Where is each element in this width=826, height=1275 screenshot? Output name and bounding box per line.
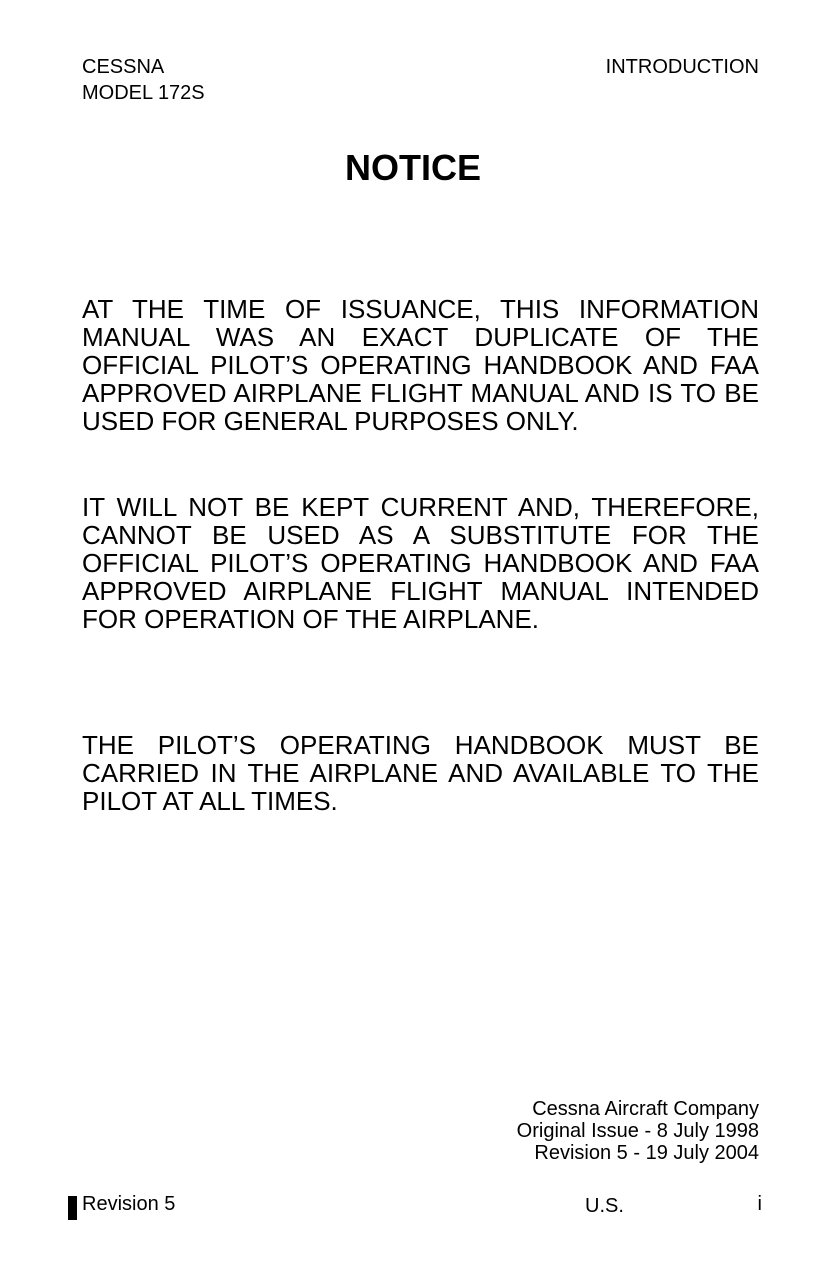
footer-region: U.S. <box>585 1195 624 1217</box>
header-manufacturer: CESSNA <box>82 56 165 78</box>
footer-page-number: i <box>757 1193 762 1215</box>
issue-company: Cessna Aircraft Company <box>532 1098 759 1120</box>
page-title: NOTICE <box>344 147 481 188</box>
header-left <box>82 54 205 106</box>
footer-revision: Revision 5 <box>82 1193 176 1215</box>
issue-info <box>517 1098 759 1164</box>
notice-paragraph-carry-handbook: THE PILOT’S OPERATING HANDBOOK MUST BE CARRIED IN THE AIRPLANE AND AVAILABLE TO THE PILOT AT ALL TIMES. <box>82 730 759 816</box>
header-model: MODEL 172S <box>82 82 205 104</box>
revision-change-bar <box>68 1196 77 1220</box>
header-section-title: INTRODUCTION <box>605 56 759 78</box>
issue-revision-date: Revision 5 - 19 July 2004 <box>534 1142 759 1164</box>
notice-paragraph-not-current: IT WILL NOT BE KEPT CURRENT AND, THEREFORE, CANNOT BE USED AS A SUBSTITUTE FOR THE OFFICIAL PILOT’S OPERATING HANDBOOK AND FAA APPROVED AIRPLANE FLIGHT MANUAL INTENDED FOR OPERATION OF THE AIRPLANE. <box>82 492 759 634</box>
issue-original-date: Original Issue - 8 July 1998 <box>516 1120 759 1142</box>
notice-paragraph-issuance: AT THE TIME OF ISSUANCE, THIS INFORMATION MANUAL WAS AN EXACT DUPLICATE OF THE OFFICIAL PILOT’S OPERATING HANDBOOK AND FAA APPROVED AIRPLANE FLIGHT MANUAL AND IS TO BE USED FOR GENERAL PURPOSES ONLY. <box>82 294 759 436</box>
